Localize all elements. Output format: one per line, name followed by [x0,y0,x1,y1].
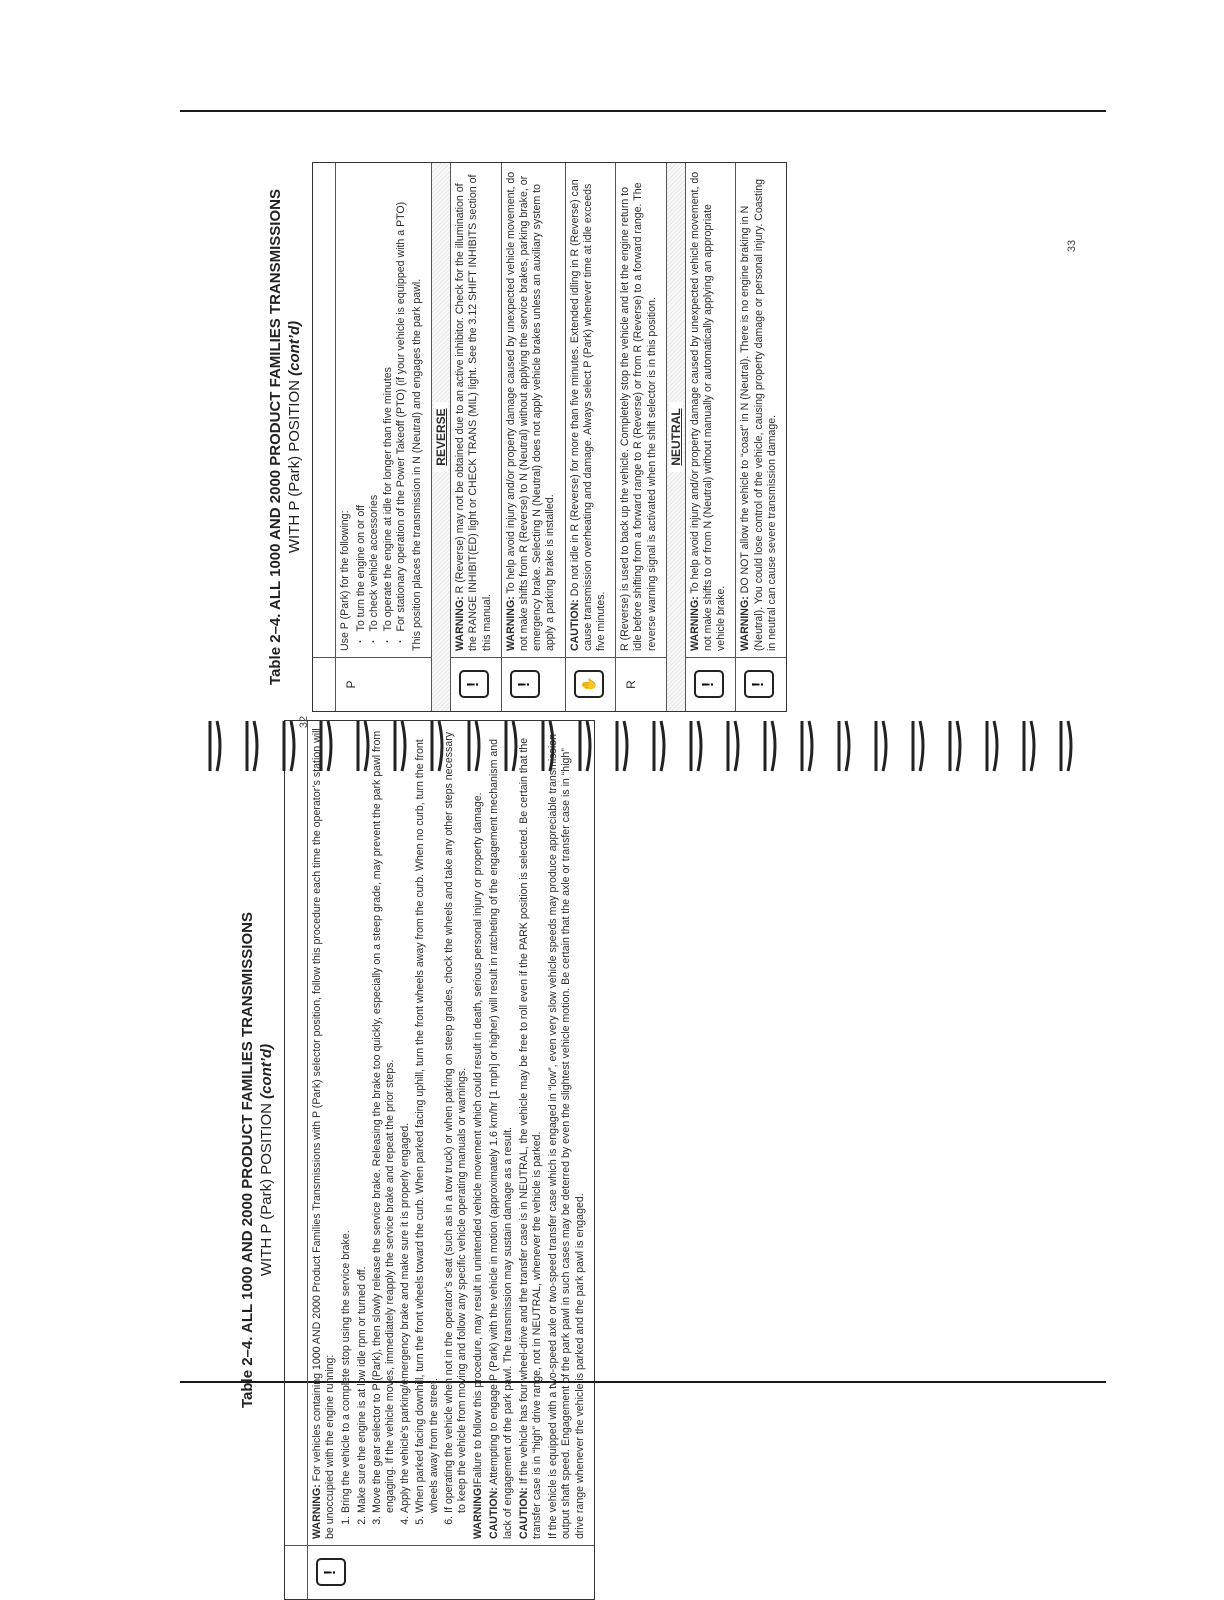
page-32-table [284,720,595,1600]
warning-label: WARNING: [454,596,467,651]
warning-text: R (Reverse) may not be obtained due to an active inhibitor. Check for the illumination of the RANGE INHIBIT(ED) light or CHECK TRANS (MIL) light. See the 3.12 SHIFT INHIBITS section of this manual. [454,174,493,651]
page-32-title [238,720,276,1600]
caution1-text: Attempting to engage P (Park) with the vehicle in motion (approximately 1.6 km/hr [1 mph] or higher) will result in ratcheting of the engagement mechanism and lack of engagement of the park pawl. The transmission may sustain damage as a result. [488,738,514,1539]
caution-label: CAUTION: [568,599,581,651]
warning-exclamation-icon: ! [694,671,724,699]
table-label: Table 2–4. [267,613,284,685]
warning-text: To help avoid injury and/or property damage caused by unexpected vehicle movement, do not make shifts from R (Reverse) to N (Neutral) without applying the service brakes, parking brake, or emergency brake. Selecting N (Neutral) does not apply vehicle brakes unless an auxiliary system to apply a parking brake is installed. [504,171,557,651]
title-line2: WITH P (Park) POSITION [258,1103,275,1277]
page-33-table [312,162,787,712]
neutral-header: NEUTRAL [666,163,685,711]
table-row [307,721,594,1599]
caution2-text: If the vehicle has four-wheel-drive and the transfer case is in NEUTRAL, the vehicle may be free to roll even if the PARK position is selected. Be certain that the transfer case is in “high” drive range, not in NEUTRAL, whenever the vehicle is parked. [517,737,544,1539]
warning-cell [686,657,736,711]
list-item: · To turn the engine on or off [355,169,368,631]
top-rule [180,110,1106,112]
table-row [685,163,736,711]
p-uses-list [355,169,408,651]
table-label: Table 2–4. [239,1336,256,1408]
warning-cell [736,657,786,711]
p-intro: Use P (Park) for the following: [339,510,351,651]
table-row [501,163,565,711]
title-contd: (cont’d) [258,1043,275,1099]
park-uses [336,163,431,657]
warning-label: WARNING: [504,596,517,651]
page-number-33: 33 [1066,239,1079,253]
list-item: 1. Bring the vehicle to a complete stop using the service brake. [340,727,353,1513]
title-line1: ALL 1000 AND 2000 PRODUCT FAMILIES TRANSMISSIONS [267,189,284,610]
warning2-text: Failure to follow this procedure, may result in unintended vehicle movement which could result in death, serious personal injury or property damage. [472,792,485,1485]
page-number-32: 32 [298,715,311,729]
caution2-label: CAUTION: [517,1487,530,1539]
final-paragraph: If the vehicle is equipped with a two-speed axle or two-speed transfer case which is engaged in “low”, even very slow vehicle speeds may produce appreciable transmission output shaft speed. Engagement of the park pawl in such cases may be deterred by even the slightest vehicle motion. Be certain that the axle or transfer case is in “high” drive range whenever the vehicle is parked and the park pawl is engaged. [547,734,586,1539]
list-item: 2. Make sure the engine is at low idle rpm or turned off. [356,727,369,1513]
table-row [735,163,786,711]
p-final: This position places the transmission in N (Neutral) and engages the park pawl. [411,278,424,651]
table-row-r [615,163,666,711]
list-item: · To check vehicle accessories [368,169,381,631]
list-item: 4. Apply the vehicle’s parking/emergency brake and make sure it is properly engaged. [399,727,412,1513]
reverse-header: REVERSE [431,163,450,711]
table-row [450,163,501,711]
caution-text: Do not idle in R (Reverse) for more than five minutes. Extended idling in R (Reverse) can cause transmission overheating and damage. Always select P (Park) whenever time at idle exceeds five minutes. [568,179,608,651]
warning-label: WARNING: [311,1484,323,1539]
caution-cell [566,657,616,711]
list-item: · To operate the engine at idle for longer than five minutes [382,169,395,631]
warning-exclamation-icon: ! [744,671,774,699]
table-row [565,163,616,711]
warning-text: For vehicles containing 1000 AND 2000 Product Families Transmissions with P (Park) selector position, follow this procedure each time the operator’s station will be unoccupied with the engine running: [311,728,337,1539]
warning2-label: WARNING! [472,1484,485,1539]
park-procedure [308,721,594,1545]
spiral-binding-icon [200,716,1090,776]
page-33-title [266,162,304,712]
title-line2: WITH P (Park) POSITION [286,380,303,554]
list-item: 6. If operating the vehicle when not in the operator’s seat (such as in a tow truck) or when parking on steep grades, chock the wheels and take any other steps necessary to keep the vehicle from moving and follow any specific vehicle operating manuals or warnings. [443,727,469,1513]
page-33 [266,162,1016,712]
warning-label: WARNING: [739,596,752,651]
warning-exclamation-icon: ! [510,671,540,699]
range-label-r: R [616,657,666,711]
list-item: 5. When parked facing downhill, turn the front wheels toward the curb. When parked facing uphill, turn the front wheels away from the curb. When no curb, turn the front wheels away from the street. [414,727,440,1513]
caution-hand-icon: ✋ [574,671,604,699]
table-row-p [335,163,431,711]
title-contd: (cont’d) [286,320,303,376]
warning-exclamation-icon: ! [316,1559,346,1587]
warning-label: WARNING: [688,596,701,651]
procedure-steps [340,727,469,1539]
title-line1: ALL 1000 AND 2000 PRODUCT FAMILIES TRANSMISSIONS [239,912,256,1333]
list-item: 3. Move the gear selector to P (Park), then slowly release the service brake. Releasing the brake too quickly, especially on a steep grade, may prevent the park pawl from engaging. If the vehicle moves, immediately reapply the service brake and repeat the prior steps. [371,727,397,1513]
warning-cell [451,657,501,711]
table-header-row [313,163,335,711]
warning-cell [502,657,565,711]
warning-text: DO NOT allow the vehicle to “coast” in N (Neutral). There is no engine braking in N (Neutral). You could lose control of the vehicle, causing property damage or personal injury. Coasting in neutral can cause severe transmission damage. [739,178,778,651]
warning-exclamation-icon: ! [459,671,489,699]
warning-cell [308,1545,594,1599]
list-item: · For stationary operation of the Power Takeoff (PTO) (if your vehicle is equipped with a PTO) [395,169,408,631]
table-header-row [285,721,307,1599]
caution1-label: CAUTION: [488,1487,501,1539]
r-text: R (Reverse) is used to back up the vehicle. Completely stop the vehicle and let the engine return to idle before shifting from a forward range to R (Reverse) or from R (Reverse) to a forward range. The reverse warning signal is activated when the shift selector is in this position. [619,182,658,651]
range-label-p: P [336,657,431,711]
warning-text: To help avoid injury and/or property damage caused by unexpected vehicle movement, do not make shifts to or from N (Neutral) without manually or automatically applying an appropriate vehicle brake. [688,171,728,651]
page-32 [238,720,778,1600]
